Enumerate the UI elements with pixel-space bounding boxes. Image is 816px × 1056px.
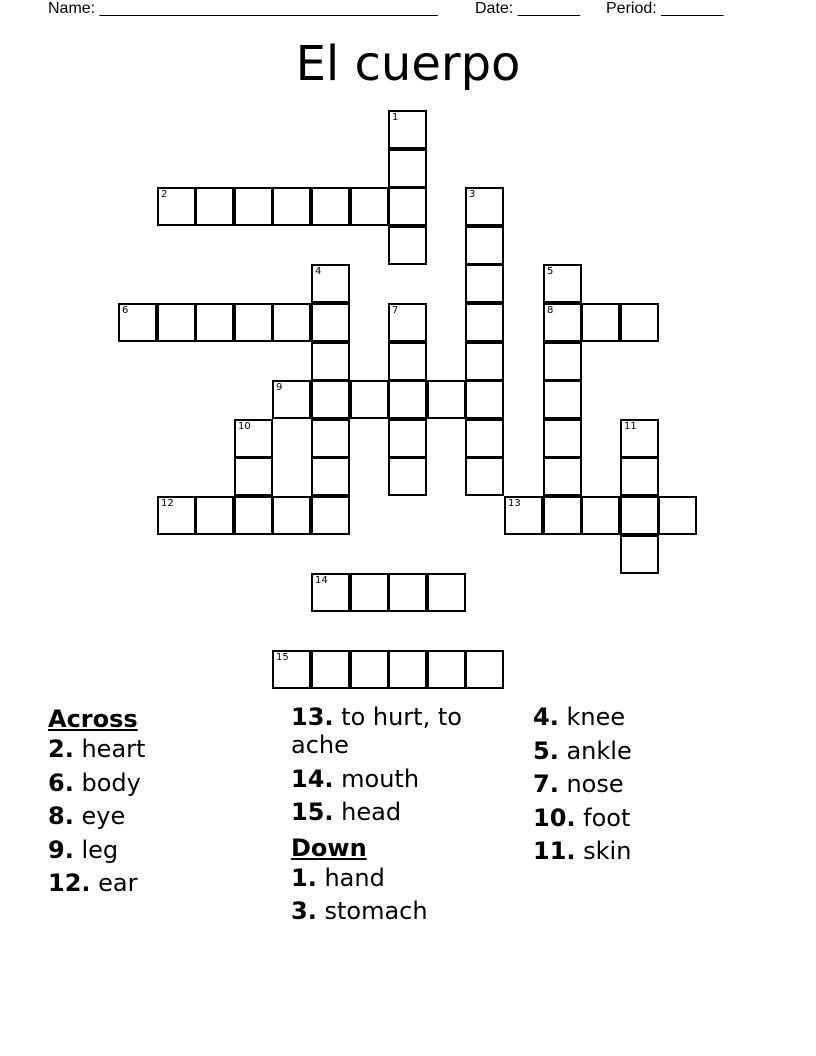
clue-text: hand [324, 863, 385, 892]
period-field[interactable]: Period: _______ [606, 0, 724, 17]
crossword-cell[interactable] [311, 419, 350, 458]
crossword-cell[interactable] [388, 226, 427, 265]
crossword-cell[interactable] [543, 264, 582, 303]
crossword-cell[interactable] [195, 187, 234, 226]
clue-number: 15 [276, 652, 289, 663]
clue-number-label: 12. [48, 869, 91, 897]
crossword-cell[interactable] [388, 342, 427, 381]
down-heading: Down [291, 833, 367, 862]
crossword-cell[interactable] [311, 380, 350, 419]
crossword-cell[interactable] [388, 650, 427, 689]
clue-number-label: 6. [48, 768, 74, 797]
crossword-cell[interactable] [272, 650, 311, 689]
clue-item [533, 837, 763, 865]
crossword-cell[interactable] [157, 496, 196, 535]
clues-column-2 [291, 703, 521, 931]
crossword-cell[interactable] [350, 380, 389, 419]
crossword-cell[interactable] [234, 303, 273, 342]
crossword-cell[interactable] [234, 419, 273, 458]
clue-item [533, 703, 763, 731]
crossword-cell[interactable] [465, 303, 504, 342]
crossword-cell[interactable] [311, 573, 350, 612]
crossword-cell[interactable] [311, 303, 350, 342]
crossword-cell[interactable] [311, 650, 350, 689]
crossword-cell[interactable] [543, 419, 582, 458]
crossword-cell[interactable] [543, 342, 582, 381]
clue-number-label: 15. [291, 798, 334, 826]
crossword-cell[interactable] [272, 303, 311, 342]
clue-number: 3 [469, 189, 476, 200]
clue-number: 10 [238, 421, 251, 432]
clue-text: knee [566, 703, 626, 731]
clue-item [48, 735, 278, 763]
crossword-cell[interactable] [195, 496, 234, 535]
clue-item [48, 836, 278, 864]
crossword-cell[interactable] [388, 187, 427, 226]
clues-column-3 [533, 703, 763, 871]
clue-text: leg [81, 835, 119, 864]
crossword-cell[interactable] [620, 457, 659, 496]
crossword-cell[interactable] [465, 457, 504, 496]
clue-text: ear [98, 869, 138, 897]
clue-item [48, 869, 278, 897]
crossword-cell[interactable] [350, 187, 389, 226]
crossword-cell[interactable] [388, 419, 427, 458]
clue-item [48, 802, 278, 830]
page-title: El cuerpo [295, 36, 521, 92]
clue-item [291, 798, 521, 826]
crossword-cell[interactable] [388, 380, 427, 419]
crossword-cell[interactable] [272, 496, 311, 535]
clue-text: heart [81, 735, 146, 763]
crossword-cell[interactable] [620, 419, 659, 458]
crossword-cell[interactable] [118, 303, 157, 342]
clue-number: 14 [315, 575, 328, 586]
clue-text: stomach [324, 897, 428, 925]
clue-text: head [341, 798, 402, 826]
clue-item [291, 703, 521, 759]
clue-text: ankle [566, 736, 632, 765]
clue-number-label: 14. [291, 764, 334, 793]
crossword-cell[interactable] [465, 342, 504, 381]
crossword-cell[interactable] [157, 187, 196, 226]
crossword-cell[interactable] [388, 573, 427, 612]
crossword-cell[interactable] [581, 496, 620, 535]
clue-number-label: 5. [533, 736, 559, 765]
crossword-cell[interactable] [465, 226, 504, 265]
clue-number-label: 2. [48, 735, 74, 763]
clue-number-label: 11. [533, 837, 576, 865]
clue-number-label: 3. [291, 897, 317, 925]
crossword-cell[interactable] [581, 303, 620, 342]
clue-item [291, 765, 521, 793]
crossword-cell[interactable] [234, 496, 273, 535]
crossword-cell[interactable] [465, 264, 504, 303]
crossword-cell[interactable] [350, 573, 389, 612]
crossword-cell[interactable] [350, 650, 389, 689]
clue-text: body [81, 768, 141, 797]
clue-number-label: 4. [533, 703, 559, 731]
crossword-cell[interactable] [427, 380, 466, 419]
crossword-cell[interactable] [311, 496, 350, 535]
clue-number: 9 [276, 382, 283, 393]
clue-number: 11 [624, 421, 637, 432]
clue-number-label: 13. [291, 703, 334, 731]
crossword-cell[interactable] [465, 187, 504, 226]
crossword-cell[interactable] [427, 650, 466, 689]
crossword-cell[interactable] [543, 457, 582, 496]
crossword-cell[interactable] [465, 419, 504, 458]
crossword-cell[interactable] [658, 496, 697, 535]
crossword-cell[interactable] [465, 380, 504, 419]
clue-text: foot [583, 803, 631, 832]
crossword-cell[interactable] [543, 496, 582, 535]
clue-item [533, 737, 763, 765]
clue-item [533, 804, 763, 832]
clue-number-label: 7. [533, 770, 559, 798]
across-heading: Across [48, 705, 138, 733]
crossword-cell[interactable] [388, 149, 427, 188]
crossword-cell[interactable] [157, 303, 196, 342]
clues-column-1 [48, 703, 278, 903]
clue-number: 1 [392, 112, 399, 123]
crossword-cell[interactable] [234, 457, 273, 496]
crossword-cell[interactable] [234, 187, 273, 226]
clue-item [533, 770, 763, 798]
clue-text: to hurt, to ache [291, 703, 462, 759]
clue-number: 6 [122, 305, 129, 316]
clue-number-label: 10. [533, 803, 576, 832]
clue-item [48, 769, 278, 797]
crossword-cell[interactable] [388, 110, 427, 149]
crossword-cell[interactable] [620, 535, 659, 574]
crossword-cell[interactable] [311, 187, 350, 226]
clue-item [291, 864, 521, 892]
clue-text: mouth [341, 764, 420, 793]
clue-number: 12 [161, 498, 174, 509]
crossword-cell[interactable] [272, 187, 311, 226]
clue-text: eye [81, 802, 126, 830]
clue-number: 4 [315, 266, 322, 277]
clue-number-label: 9. [48, 835, 74, 864]
date-field[interactable]: Date: _______ [475, 0, 580, 17]
crossword-cell[interactable] [311, 264, 350, 303]
clue-item [291, 897, 521, 925]
clue-number: 7 [392, 305, 399, 316]
crossword-cell[interactable] [427, 573, 466, 612]
crossword-cell[interactable] [504, 496, 543, 535]
clue-number-label: 1. [291, 863, 317, 892]
crossword-cell[interactable] [465, 650, 504, 689]
clue-number-label: 8. [48, 802, 74, 830]
crossword-cell[interactable] [311, 457, 350, 496]
crossword-cell[interactable] [543, 380, 582, 419]
crossword-cell[interactable] [620, 496, 659, 535]
name-field[interactable]: Name: ______________________________________ [48, 0, 438, 17]
crossword-cell[interactable] [388, 457, 427, 496]
clue-number: 13 [508, 498, 521, 509]
clue-number: 8 [547, 305, 554, 316]
crossword-cell[interactable] [195, 303, 234, 342]
clue-text: nose [566, 770, 624, 798]
clue-number: 5 [547, 266, 554, 277]
crossword-cell[interactable] [543, 303, 582, 342]
crossword-cell[interactable] [388, 303, 427, 342]
clue-number: 2 [161, 189, 168, 200]
crossword-cell[interactable] [272, 380, 311, 419]
clue-text: skin [583, 837, 632, 865]
crossword-cell[interactable] [311, 342, 350, 381]
crossword-cell[interactable] [620, 303, 659, 342]
